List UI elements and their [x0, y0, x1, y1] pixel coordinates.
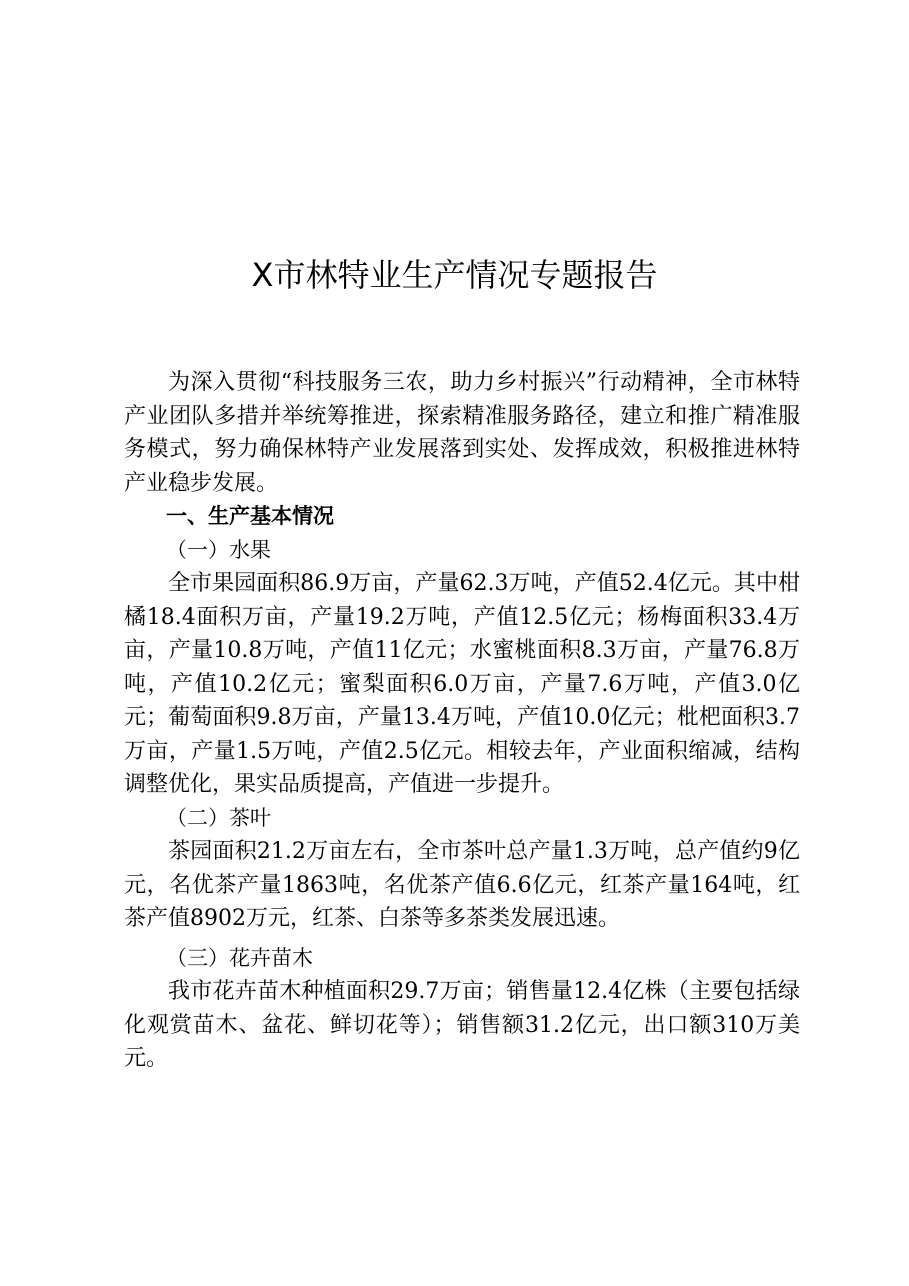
section-heading-production: 一、生产基本情况 — [166, 504, 334, 528]
document-body — [124, 366, 800, 1076]
tea-paragraph: 茶园面积21.2万亩左右，全市茶叶总产量1.3万吨，总产值约9亿元，名优茶产量1863吨，名优茶产值6.6亿元，红茶产量164吨，红茶产值8902万元，红茶、白茶等多茶类发展迅速。 — [124, 839, 800, 931]
fruit-paragraph: 全市果园面积86.9万亩，产量62.3万吨，产值52.4亿元。其中柑橘18.4面积万亩，产量19.2万吨，产值12.5亿元；杨梅面积33.4万亩，产量10.8万吨，产值11亿元；水蜜桃面积8.3万亩，产量76.8万吨，产值10.2亿元；蜜梨面积6.0万亩，产量7.6万吨，产值3.0亿元；葡萄面积9.8万亩，产量13.4万吨，产值10.0亿元；枇杷面积3.7万亩，产量1.5万吨，产值2.5亿元。相较去年，产业面积缩减，结构调整优化，果实品质提高，产值进一步提升。 — [124, 571, 800, 797]
document-title: X市林特业生产情况专题报告 — [251, 256, 658, 294]
flowers-paragraph: 我市花卉苗木种植面积29.7万亩；销售量12.4亿株（主要包括绿化观赏苗木、盆花、鲜切花等）；销售额31.2亿元，出口额310万美元。 — [124, 979, 800, 1071]
subsection-heading-flowers: （三）花卉苗木 — [166, 945, 313, 970]
intro-paragraph: 为深入贯彻“科技服务三农，助力乡村振兴”行动精神，全市林特产业团队多措并举统筹推进，探索精准服务路径，建立和推广精准服务模式，努力确保林特产业发展落到实处、发挥成效，积极推进林特产业稳步发展。 — [124, 370, 800, 496]
subsection-heading-fruit: （一）水果 — [166, 537, 271, 562]
subsection-heading-tea: （二）茶叶 — [166, 805, 271, 830]
